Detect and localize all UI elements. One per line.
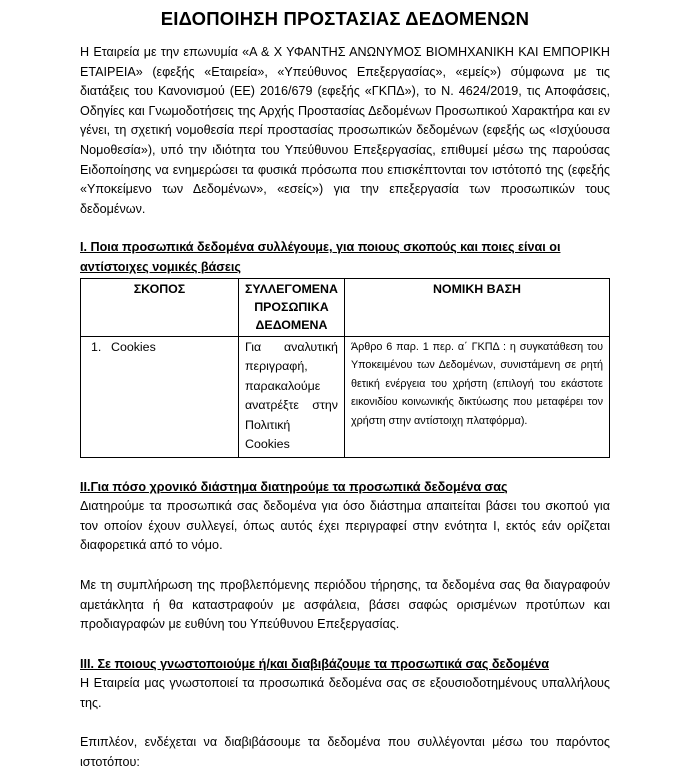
section-3-paragraph-2: Επιπλέον, ενδέχεται να διαβιβάσουμε τα δεδομένα που συλλέγονται μέσω του παρόντος ιστοτόπου: (80, 735, 610, 770)
legal-basis-cell: Άρθρο 6 παρ. 1 περ. α΄ ΓΚΠΔ : η συγκατάθεση του Υποκειμένου των Δεδομένων, συνιστάμενη σε ρητή θετική ενέργεια του χρήστη (επιλογή του εκάστοτε εικονιδίου κοινωνικής δικτύωσης που μεταφέρει τον χρήστη στην αντίστοιχη πλατφόρμα). (344, 336, 609, 457)
header-purpose: ΣΚΟΠΟΣ (81, 278, 239, 336)
spacer (80, 556, 610, 576)
purpose-cell (81, 336, 239, 457)
section-1-heading: I. Ποια προσωπικά δεδομένα συλλέγουμε, για ποιους σκοπούς και ποιες είναι οι αντίστοιχες νομικές βάσεις (80, 240, 561, 274)
spacer (80, 635, 610, 655)
section-2-paragraph-1: Διατηρούμε τα προσωπικά σας δεδομένα για όσο διάστημα απαιτείται βάσει του σκοπού για τον οποίον έχουν συλλεγεί, όπως αυτός έχει περιγραφεί στην ενότητα Ι, εκτός εάν ορίζεται διαφορετικά από το νόμο. (80, 499, 610, 553)
section-3-heading: III. Σε ποιους γνωστοποιούμε ή/και διαβιβάζουμε τα προσωπικά σας δεδομένα (80, 656, 549, 671)
spacer (80, 713, 610, 733)
section-2-heading: II.Για πόσο χρονικό διάστημα διατηρούμε τα προσωπικά δεδομένα σας (80, 479, 508, 494)
row-number: 1. (91, 339, 102, 354)
document-title: ΕΙΔΟΠΟΙΗΣΗ ΠΡΟΣΤΑΣΙΑΣ ΔΕΔΟΜΕΝΩΝ (160, 8, 530, 29)
spacer (80, 458, 610, 478)
table-header-row (81, 278, 610, 336)
header-legal-basis: ΝΟΜΙΚΗ ΒΑΣΗ (344, 278, 609, 336)
intro-paragraph: Η Εταιρεία με την επωνυμία «Α & Χ ΥΦΑΝΤΗΣ ΑΝΩΝΥΜΟΣ ΒΙΟΜΗΧΑΝΙΚΗ ΚΑΙ ΕΜΠΟΡΙΚΗ ΕΤΑΙΡΕΙΑ» (εφεξής «Εταιρεία», «Υπεύθυνος Επεξεργασίας», «εμείς») σύμφωνα με τις διατάξεις του Κανονισμού (ΕΕ) 2016/679 (εφεξής «ΓΚΠΔ»), το Ν. 4624/2019, τις Αποφάσεις, Οδηγίες και Γνωμοδοτήσεις της Αρχής Προστασίας Δεδομένων Προσωπικού Χαρακτήρα και εν γένει, τη σχετική νομοθεσία περί προστασίας προσωπικών δεδομένων (εφεξής ως «Ισχύουσα Νομοθεσία»), υπό την ιδιότητα του Υπεύθυνου Επεξεργασίας, επιθυμεί μέσω της παρούσας Ειδοποίησης να ενημερώσει τα φυσικά πρόσωπα που επισκέπτονται τον ιστότοπό της (εφεξής «Υποκείμενο των Δεδομένων», «εσείς») για την επεξεργασία των προσωπικών τους δεδομένων. (80, 45, 610, 216)
table-row (81, 336, 610, 457)
collected-data-cell: Για αναλυτική περιγραφή, παρακαλούμε ανατρέξτε στην Πολιτική Cookies (239, 336, 345, 457)
purpose-text: Cookies (111, 339, 156, 354)
section-3-paragraph-1: Η Εταιρεία μας γνωστοποιεί τα προσωπικά δεδομένα σας σε εξουσιοδοτημένους υπαλλήλους της. (80, 676, 610, 710)
header-collected-data: ΣΥΛΛΕΓΟΜΕΝΑ ΠΡΟΣΩΠΙΚΑ ΔΕΔΟΜΕΝΑ (239, 278, 345, 336)
purpose-table (80, 278, 610, 458)
spacer (80, 219, 610, 238)
section-2-paragraph-2: Με τη συμπλήρωση της προβλεπόμενης περιόδου τήρησης, τα δεδομένα σας θα διαγραφούν αμετάκλητα ή θα καταστραφούν με ασφάλεια, βάσει σαφώς ορισμένων προτύπων και προδιαγραφών με ευθύνη του Υπεύθυνου Επεξεργασίας. (80, 577, 610, 632)
